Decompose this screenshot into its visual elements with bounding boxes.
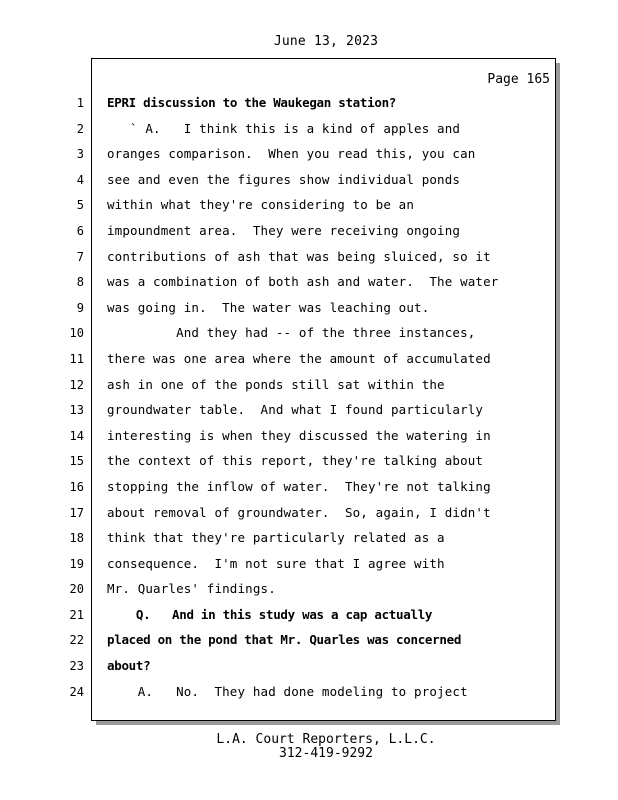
- transcript-line: A. No. They had done modeling to project: [107, 683, 468, 699]
- transcript-line: Mr. Quarles' findings.: [107, 581, 276, 597]
- transcript-line: within what they're considering to be an: [107, 197, 415, 213]
- transcript-line: the context of this report, they're talking about: [107, 453, 484, 469]
- line-number: 21: [69, 607, 84, 622]
- transcript-date: June 13, 2023: [273, 34, 379, 49]
- line-number: 14: [69, 428, 84, 443]
- transcript-line: And they had -- of the three instances,: [107, 325, 476, 341]
- transcript-line: ` A. I think this is a kind of apples and: [107, 120, 461, 136]
- line-number: 22: [69, 633, 84, 648]
- transcript-line: stopping the inflow of water. They're not talking: [107, 478, 491, 494]
- transcript-line: placed on the pond that Mr. Quarles was concerned: [107, 632, 462, 648]
- transcript-line: was going in. The water was leaching out.: [107, 299, 430, 315]
- transcript-line: was a combination of both ash and water. The water: [107, 274, 499, 290]
- transcript-line: see and even the figures show individual ponds: [107, 171, 461, 187]
- transcript-line: about removal of groundwater. So, again, I didn't: [107, 504, 491, 520]
- transcript-line: EPRI discussion to the Waukegan station?: [107, 95, 397, 110]
- line-number: 24: [69, 684, 84, 699]
- line-number: 8: [76, 275, 84, 290]
- line-number: 13: [69, 403, 84, 418]
- transcript-line: there was one area where the amount of accumulated: [107, 350, 491, 366]
- reporter-company: L.A. Court Reporters, L.L.C.: [216, 732, 436, 747]
- line-number: 19: [69, 556, 84, 571]
- line-number: 2: [76, 121, 84, 136]
- transcript-line: think that they're particularly related as a: [107, 530, 445, 546]
- line-number: 15: [69, 454, 84, 469]
- transcript-line: impoundment area. They were receiving ongoing: [107, 222, 461, 238]
- line-number: 11: [69, 351, 84, 366]
- line-number: 10: [69, 326, 84, 341]
- line-number: 17: [69, 505, 84, 520]
- line-number-column: [60, 93, 84, 707]
- transcript-line: contributions of ash that was being sluiced, so it: [107, 248, 491, 264]
- line-number: 1: [76, 96, 84, 110]
- line-number: 9: [76, 300, 84, 315]
- line-number: 6: [76, 223, 84, 238]
- reporter-phone: 312-419-9292: [279, 746, 373, 761]
- line-number: 12: [69, 377, 84, 392]
- transcript-line: oranges comparison. When you read this, you can: [107, 146, 476, 162]
- transcript-text-column: [107, 93, 547, 707]
- line-number: 20: [69, 582, 84, 597]
- line-number: 5: [76, 198, 84, 213]
- line-number: 23: [69, 659, 84, 674]
- footer: [0, 733, 618, 761]
- transcript-line: Q. And in this study was a cap actually: [107, 606, 433, 622]
- line-number: 7: [76, 249, 84, 264]
- line-number: 4: [76, 172, 84, 187]
- transcript-line: about?: [107, 658, 151, 674]
- line-number: 16: [69, 479, 84, 494]
- page-number: Page 165: [487, 72, 550, 87]
- line-number: 18: [69, 531, 84, 546]
- transcript-line: consequence. I'm not sure that I agree with: [107, 555, 445, 571]
- transcript-line: interesting is when they discussed the watering in: [107, 427, 491, 443]
- transcript-line: groundwater table. And what I found particularly: [107, 402, 484, 418]
- line-number: 3: [76, 147, 84, 162]
- transcript-line: ash in one of the ponds still sat within the: [107, 376, 445, 392]
